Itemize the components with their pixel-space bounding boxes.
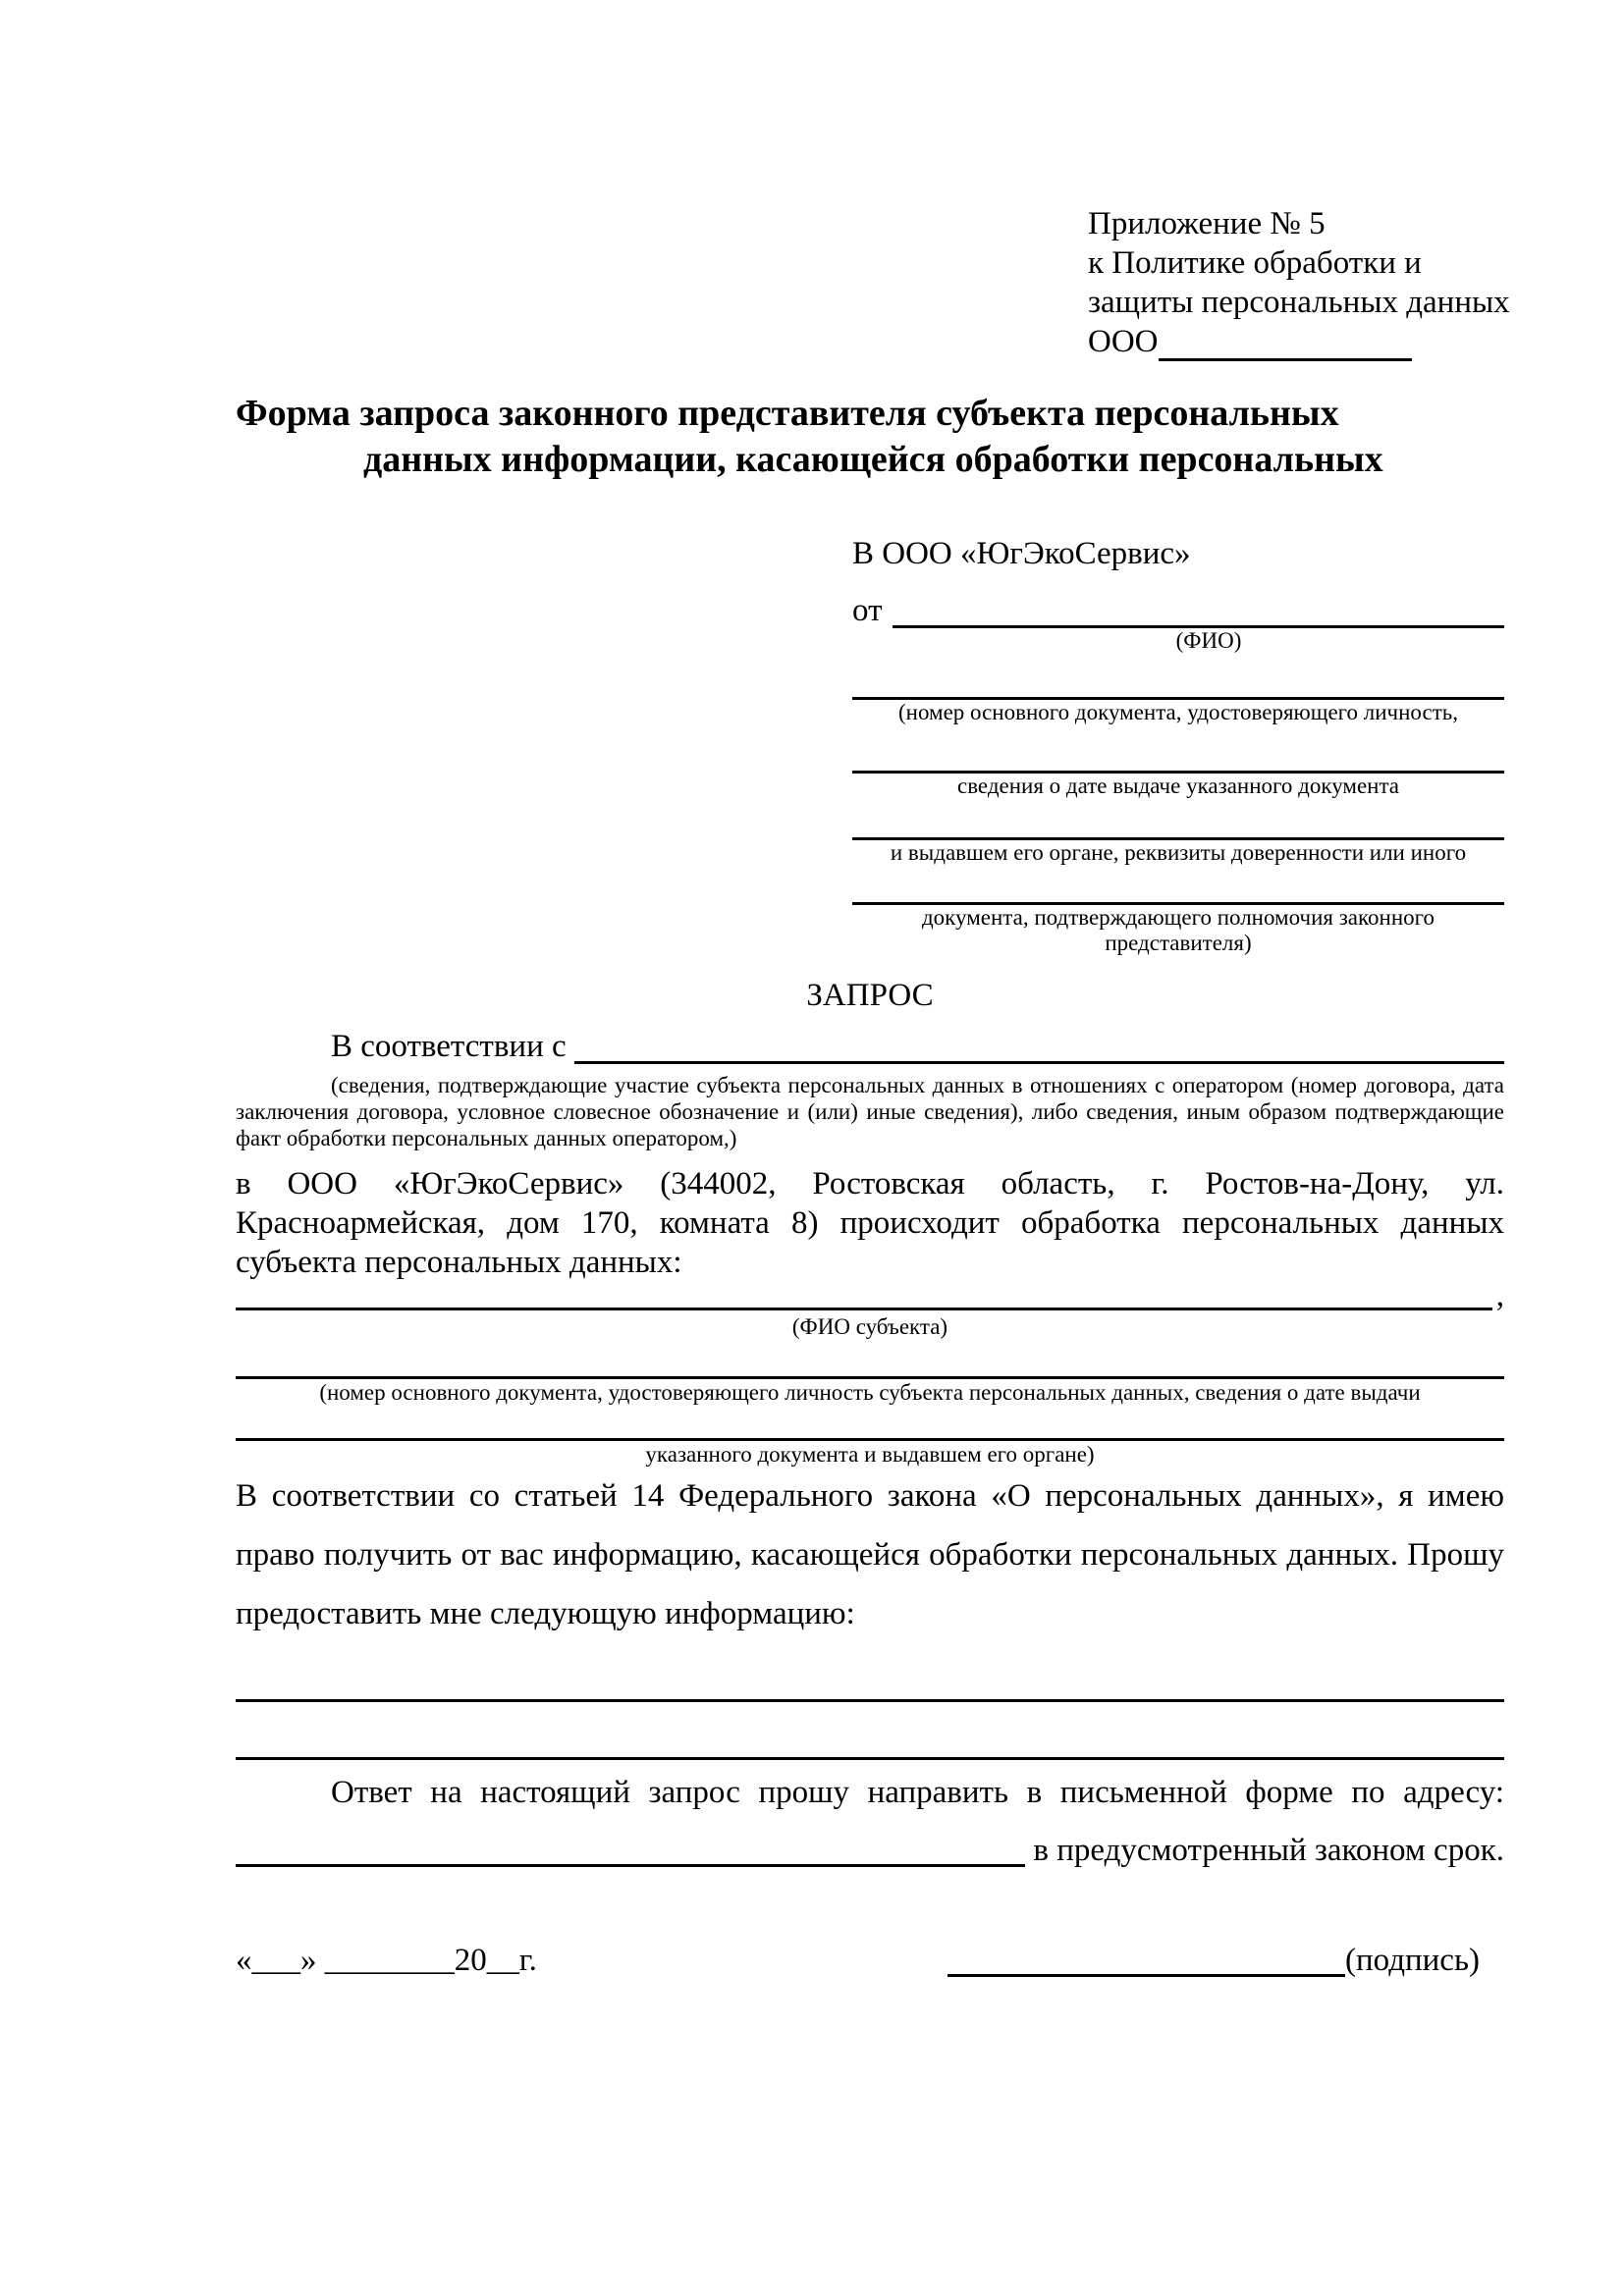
representative-doc-field-4 [852,866,1504,905]
annex-ooo-row [1088,322,1510,361]
request-heading: ЗАПРОС [806,978,934,1013]
representative-doc-caption-3: и выдавшем его органе, реквизиты доверенности или иного [890,840,1467,865]
annex-block [1088,204,1510,361]
date-blank-line: «___» ________20__г. [236,1943,537,1978]
signature-group [947,1943,1480,1977]
intro-row [236,1027,1504,1064]
form-title-line-1: Форма запроса законного представителя субъекта персональных [236,393,1339,434]
subject-doc-caption-1: (номер основного документа, удостоверяющего личность субъекта персональных данных, сведения о дате выдачи [319,1380,1421,1405]
subject-fio-caption: (ФИО субъекта) [791,1314,948,1339]
law-paragraph: В соответствии со статьей 14 Федерального закона «О персональных данных», я имею право получить от вас информацию, касающейся обработки персональных данных. Прошу предоставить мне следующую информацию: [236,1478,1504,1631]
signature-blank-field [947,1943,1345,1977]
information-blank-field-2 [236,1719,1504,1760]
representative-doc-caption-4: документа, подтверждающего полномочия законного представителя) [921,905,1435,955]
annex-line-2: к Политике обработки и [1088,245,1422,281]
ooo-blank-field [1159,325,1412,361]
answer-paragraph: Ответ на настоящий запрос прошу направить в письменной форме по адресу: [331,1775,1504,1810]
intro-blank-field [574,1024,1504,1064]
annex-line-3: защиты персональных данных [1088,285,1510,320]
information-blank-field-1 [236,1661,1504,1702]
subject-fio-comma: , [1495,1278,1504,1313]
form-title [236,391,1504,483]
address-blank-field [236,1829,1025,1867]
ooo-label: ООО [1088,324,1159,359]
subject-fio-field [236,1272,1492,1310]
recipient-block [852,535,1504,956]
representative-doc-field-1 [852,654,1504,700]
from-blank-field [893,588,1505,628]
subject-doc-caption-2: указанного документа и выдавшем его органе) [645,1442,1095,1467]
form-title-line-2: данных информации, касающейся обработки персональных [363,439,1383,480]
fio-caption: (ФИО) [1175,628,1242,653]
subject-doc-field-2 [236,1403,1504,1441]
from-row [852,591,1504,628]
representative-doc-field-3 [852,799,1504,840]
intro-prefix: В соответствии с [331,1029,567,1064]
representative-doc-caption-2: сведения о дате выдаче указанного документа [956,774,1400,798]
footer-row [236,1940,1504,1977]
operator-paragraph: в ООО «ЮгЭкоСервис» (344002, Ростовская область, г. Ростов-на-Дону, ул. Красноармейская, дом 170, комната 8) происходит обработка персональных данных субъекта персональных данных: [236,1166,1504,1280]
annex-line-1: Приложение № 5 [1088,206,1326,241]
subject-doc-field-1 [236,1339,1504,1379]
recipient-to: В ООО «ЮгЭкоСервис» [852,536,1191,571]
address-row [236,1832,1504,1867]
subject-fio-row [236,1275,1504,1313]
representative-doc-field-2 [852,725,1504,774]
from-label: от [852,593,883,628]
signature-caption: (подпись) [1345,1943,1480,1978]
address-suffix: в предусмотренный законом срок. [1033,1833,1504,1868]
intro-caption: (сведения, подтверждающие участие субъекта персональных данных в отношениях с оператором (номер договора, дата заключения договора, условное словесное обозначение и (или) иные сведения), либо сведения, иным образом подтверждающие факт обработки персональных данных оператором,) [236,1073,1504,1150]
representative-doc-caption-1: (номер основного документа, удостоверяющего личность, [897,700,1458,724]
